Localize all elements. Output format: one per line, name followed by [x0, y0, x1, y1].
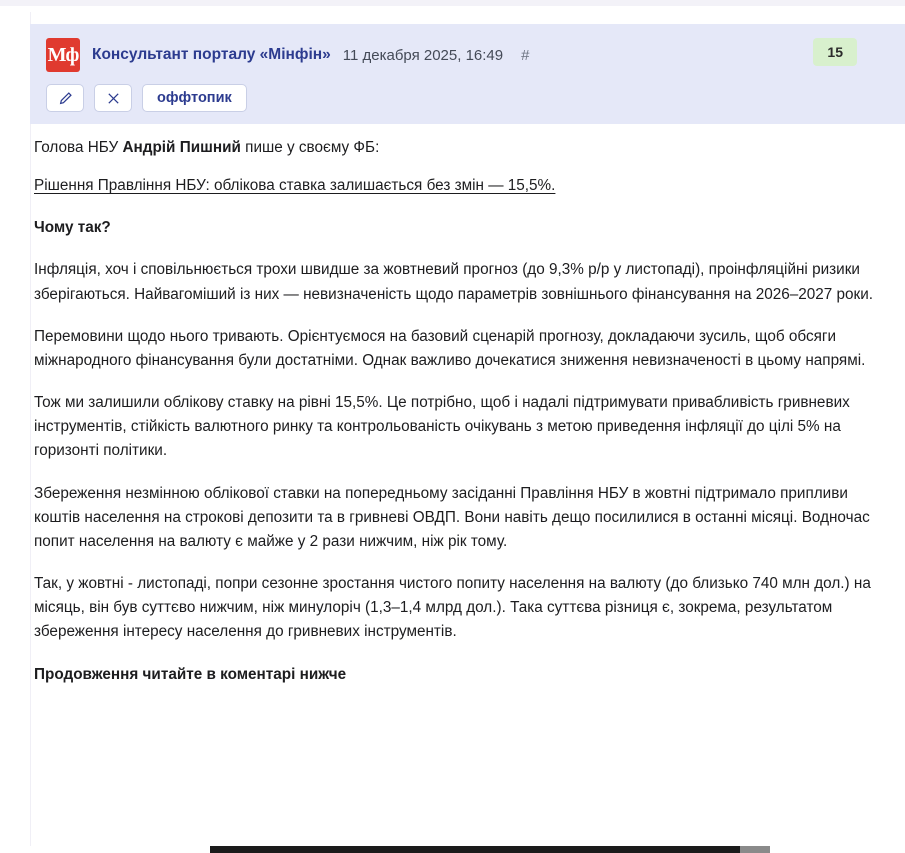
post-paragraph-4: Збереження незмінною облікової ставки на попередньому засіданні Правління НБУ в жовтні підтримало припливи коштів населення на строкові депозити та в гривневі ОВДП. Вони навіть дещо посилилися в останні місяці. Водночас попит населення на валюту є майже у 2 рази нижчим, ніж рік тому.	[34, 484, 870, 550]
bottom-strip	[0, 846, 905, 853]
pencil-icon	[58, 91, 73, 106]
post-actions	[46, 84, 889, 112]
post-paragraph-3: Тож ми залишили облікову ставку на рівні 15,5%. Це потрібно, щоб і надалі підтримувати привабливість гривневих інструментів, стійкість валютного ринку та контрольованість очікувань з метою приведення інфляції до цілі 5% на горизонті політики.	[34, 394, 850, 460]
edit-post-button[interactable]	[46, 84, 84, 112]
post-rating-badge: 15	[813, 38, 857, 66]
post-footer-note: Продовження читайте в коментарі нижче	[34, 665, 347, 683]
post-author-name[interactable]: Консультант порталу «Мінфін»	[92, 46, 331, 63]
avatar[interactable]: Мф	[46, 38, 80, 72]
forum-post	[30, 24, 905, 705]
intro-suffix: пише у своєму ФБ:	[240, 139, 380, 156]
page-container	[0, 6, 905, 846]
post-question-heading: Чому так?	[34, 219, 111, 237]
post-paragraph-1: Інфляція, хоч і сповільнюється трохи швидше за жовтневий прогноз (до 9,3% р/р у листопаді), проінфляційні ризики зберігаються. Найвагоміший із них — невизначеність щодо параметрів зовнішнього фінансування на 2026–2027 роки.	[34, 261, 874, 303]
post-timestamp: 11 декабря 2025, 16:49	[342, 46, 504, 64]
bottom-strip-grey-segment	[740, 846, 770, 853]
post-anchor-link[interactable]: #	[521, 46, 530, 64]
post-paragraph-5: Так, у жовтні - листопаді, попри сезонне зростання чистого попиту населення на валюту (до близько 740 млн дол.) на місяць, він був суттєво нижчим, ніж минулоріч (1,3–1,4 млрд дол.). Така суттєва різниця є, зокрема, результатом збереження інтересу населення до гривневих інструментів.	[34, 575, 871, 641]
post-header-row	[46, 38, 889, 72]
bottom-strip-dark-segment	[210, 846, 740, 853]
left-rail	[0, 12, 31, 852]
post-header	[30, 24, 905, 124]
post-paragraph-2: Перемовини щодо нього тривають. Орієнтуємося на базовий сценарій прогнозу, докладаючи зусиль, щоб обсяги міжнародного фінансування були достатніми. Однак важливо дочекатися зниження невизначеності в цьому напрямі.	[34, 327, 866, 369]
delete-post-button[interactable]	[94, 84, 132, 112]
post-body	[30, 124, 905, 687]
close-icon	[106, 91, 121, 106]
post-tag-button[interactable]: оффтопик	[142, 84, 247, 112]
intro-prefix: Голова НБУ	[34, 139, 123, 156]
post-decision-line	[34, 174, 883, 198]
intro-author-bold: Андрій Пишний	[122, 139, 241, 156]
decision-text: Рішення Правління НБУ: облікова ставка залишається без змін — 15,5%.	[34, 177, 556, 195]
post-intro-paragraph	[34, 136, 883, 160]
